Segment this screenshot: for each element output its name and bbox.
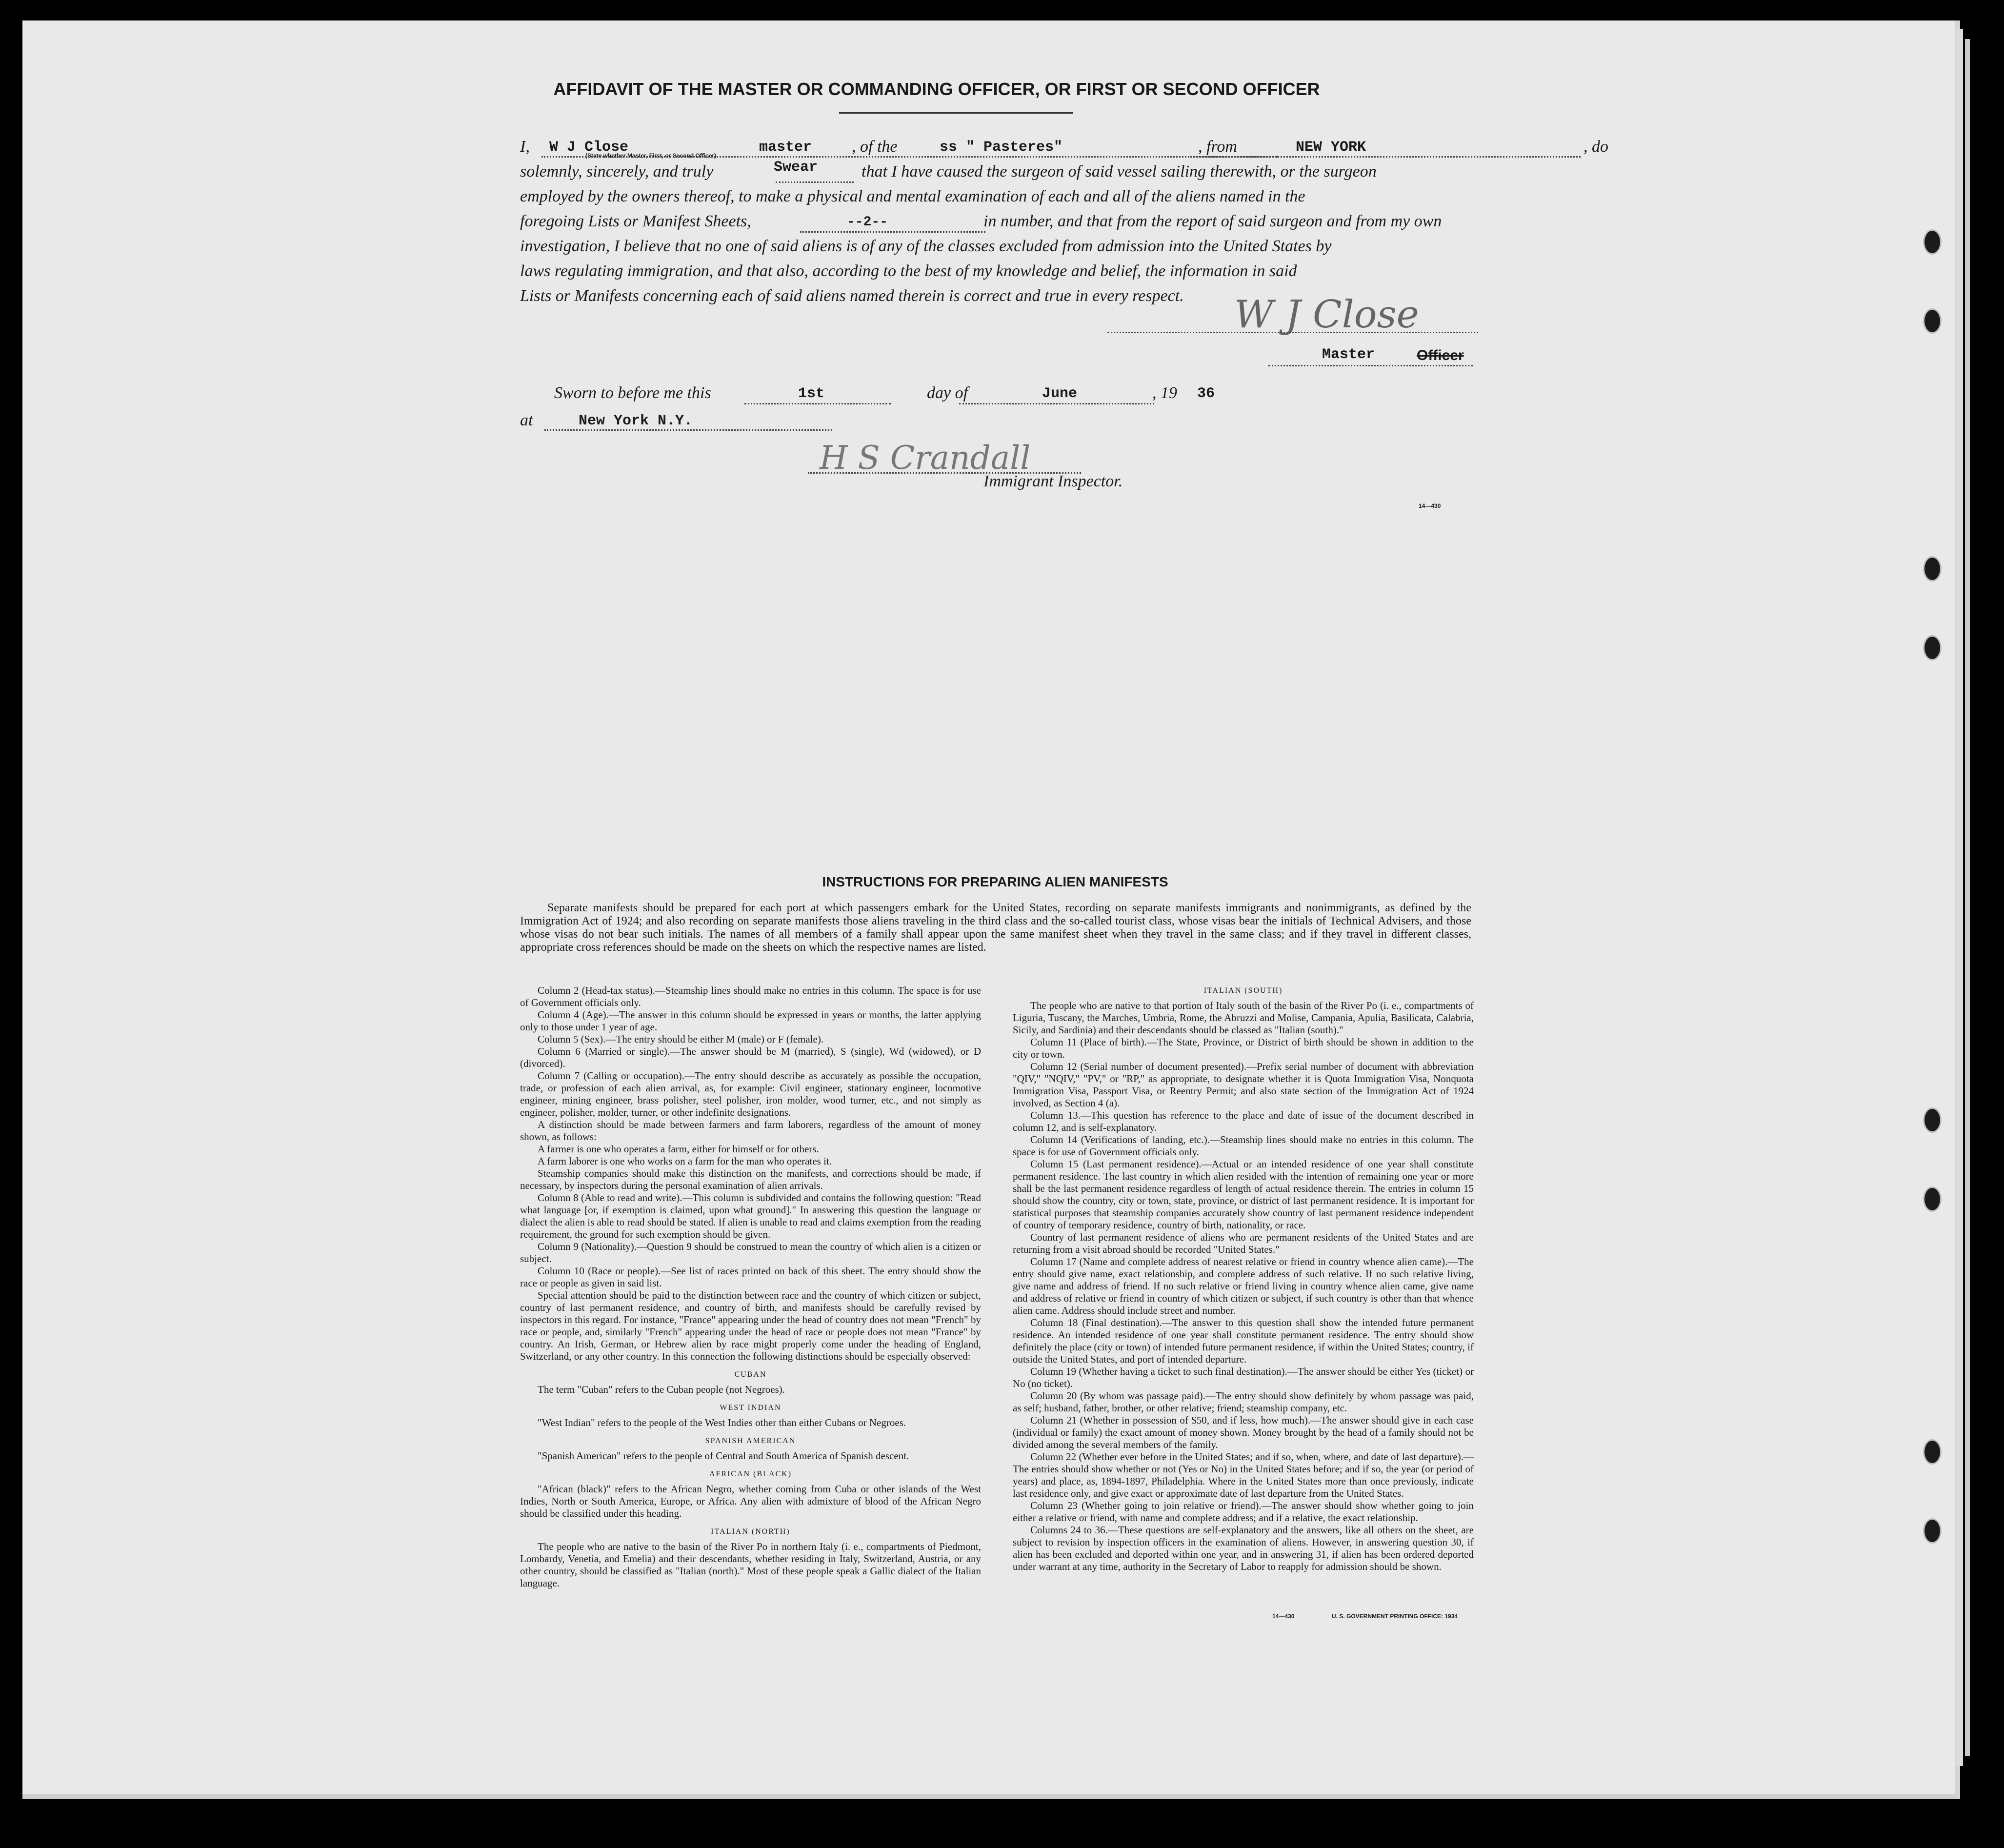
section-text: "Spanish American" refers to the people of Central and South America of Spanish descent. [538, 1450, 909, 1462]
instruction-paragraph: Columns 24 to 36.—These questions are self-explanatory and the answers, like all others on the sheet, are subject to revision by inspection officers in the examination of aliens. However, in answering question 30, if alien has been excluded and deported within one year, and in answering 31, if alien has been ordered deported under warrant at any time, authority in the Secretary of Labor to reapply for admission should be shown. [1013, 1524, 1474, 1572]
binder-hole-icon [1923, 1439, 1942, 1465]
section-text: The term "Cuban" refers to the Cuban people (not Negroes). [538, 1384, 785, 1395]
rank-note: (State whether Master, First, or Second Officer) [585, 152, 717, 159]
section-text: The people who are native to the basin of the River Po in northern Italy (i. e., compartments of Piedmont, Lombardy, Venetia, and Emelia) and their descendants, whether residing in Italy, Switzerland, Austria, or any other country, should be classified as "Italian (north)." Most of these people speak a Gallic dialect of the Italian language. [520, 1541, 981, 1589]
text-solemnly: solemnly, sincerely, and truly [520, 162, 714, 181]
instructions-intro: Separate manifests should be prepared for each port at which passengers embark for the United States, recording on separate manifests immigrants and nonimmigrants, as defined by the Immigration Act of 1924; and also recording on separate manifests those aliens traveling in the third class and the so-called tourist class, whose visas bear the initials of Technical Advisers, and those whose visas do not bear such initials. The names of all members of a family shall appear upon the same manifest sheet when they travel in the same class; and if they travel in different classes, appropriate cross references should be made on the sheets on which the respective names are listed. [520, 902, 1471, 954]
inspector-title: Immigrant Inspector. [983, 472, 1123, 490]
instruction-paragraph: Special attention should be paid to the distinction between race and the country of which citizen or subject, country of last permanent residence, and country of birth, and manifests should be carefully revised by inspectors in this regard. For instance, "France" appearing under the head of country does not mean "French" by race or people, and, similarly "French" appearing under the head of race or people does not mean "France" by country. An Irish, German, or Hebrew alien by race might properly come under the heading of England, Switzerland, or any other country. In this connection the following distinctions should be especially observed: [520, 1289, 981, 1362]
text-line-2-rest: that I have caused the surgeon of said vessel sailing therewith, or the surgeon [862, 162, 1377, 181]
instruction-paragraph: The people who are native to that portion of Italy south of the basin of the River Po (i. e., compartments of Liguria, Tuscany, the Marches, Umbria, Rome, the Abruzzi and Molise, Campania, Apulia, Basilicata, Calabria, Sicily, and Sardinia) and their descendants should be classed as "Italian (south)." [1013, 1000, 1474, 1036]
text-year-prefix: , 19 [1152, 384, 1177, 402]
binder-hole-icon [1923, 229, 1942, 255]
affidavit-line-7: Lists or Manifests concerning each of said aliens named therein is correct and true in every respect. [520, 287, 1184, 305]
affidavit-line-3: employed by the owners thereof, to make a physical and mental examination of each and all of the aliens named in the [520, 187, 1305, 205]
binder-hole-icon [1923, 556, 1942, 582]
sworn-day: 1st [798, 385, 825, 402]
instructions-title: INSTRUCTIONS FOR PREPARING ALIEN MANIFESTS [822, 874, 1168, 889]
instruction-paragraph: Column 8 (Able to read and write).—This column is subdivided and contains the following question: "Read what language [or, if exemption is claimed, upon what ground]." In answering this question the language or dialect the alien is able to read should be stated. If alien is unable to read and claims exemption from the reading requirement, the ground for such exemption should be given. [520, 1192, 981, 1240]
sworn-line [554, 381, 1286, 406]
instruction-paragraph: Column 22 (Whether ever before in the United States; and if so, when, where, and date of last departure).—The entries should show whether or not (Yes or No) in the United States before; and if so, the year (or period of years) and place, as, 1894-1897, Philadelphia. Where in the United States more than once previously, indicate last residence only, and give exact or approximate date of last departure from the United States. [1013, 1451, 1474, 1499]
text-line-4b: in number, and that from the report of said surgeon and from my own [983, 212, 1442, 230]
instruction-paragraph: Column 13.—This question has reference to the place and date of issue of the document described in column 12, and is self-explanatory. [1013, 1109, 1474, 1133]
instruction-paragraph: Column 20 (By whom was passage paid).—The entry should show definitely by whom passage was paid, as self; husband, father, brother, or other relative; friend; steamship company, etc. [1013, 1390, 1474, 1414]
title-rule [839, 112, 1073, 114]
officer-name: W J Close [549, 139, 629, 156]
instruction-paragraph: Country of last permanent residence of aliens who are permanent residents of the United States and are returning from a visit abroad should be recorded "United States." [1013, 1231, 1474, 1255]
affidavit-line-2 [520, 159, 1740, 184]
port-name: NEW YORK [1296, 139, 1366, 156]
binder-hole-icon [1923, 308, 1942, 334]
page-edge [1956, 29, 1963, 1766]
instruction-paragraph: Column 7 (Calling or occupation).—The entry should describe as accurately as possible the occupation, trade, or profession of each alien arrival, as, for example: Civil engineer, stationary engineer, locomotive engineer, mining engineer, brass polisher, steel polisher, iron molder, wood turner, etc., and not simply as engineer, polisher, molder, turner, or other indefinite designations. [520, 1070, 981, 1118]
section-text: "West Indian" refers to the people of the West Indies other than either Cubans or Negroes. [538, 1417, 906, 1428]
instruction-paragraph: Steamship companies should make this distinction on the manifests, and corrections should be made, if necessary, by inspectors during the personal examination of alien arrivals. [520, 1167, 981, 1191]
text-sworn: Sworn to before me this [554, 384, 711, 402]
binder-hole-icon [1923, 1186, 1942, 1212]
struck-officer: Officer [1417, 347, 1464, 363]
section-heading: CUBAN [734, 1370, 767, 1379]
officer-rank: master [759, 139, 812, 156]
signature-line [1107, 332, 1478, 333]
page-edge [1965, 39, 1970, 1756]
section-heading: AFRICAN (BLACK) [709, 1470, 792, 1478]
footer-form-number: 14—430 [1272, 1613, 1295, 1620]
text-line-4a: foregoing Lists or Manifest Sheets, [520, 212, 751, 230]
instruction-paragraph: Column 18 (Final destination).—The answer to this question shall show the intended future permanent residence. An intended residence of one year shall constitute permanent residence. The entry should show definitely the place (city or town) of intended future permanent residence, if within the United States; country, if outside the United States, and port of intended departure. [1013, 1317, 1474, 1365]
affidavit-line-6: laws regulating immigration, and that also, according to the best of my knowledge and belief, the information in said [520, 262, 1297, 280]
instruction-paragraph: Column 15 (Last permanent residence).—Actual or an intended residence of one year shall constitute permanent residence. The last country in which alien resided with the intention of remaining one year or more shall be the last permanent residence regardless of length of actual residence therein. The entries in column 15 should show the country, city or town, state, province, or district of last permanent residence. It is important for statistical purposes that steamship companies accurately show country of last permanent residence independent of country of temporary residence, country of birth, nationality, or race. [1013, 1158, 1474, 1231]
instruction-paragraph: A distinction should be made between farmers and farm laborers, regardless of the amount of money shown, as follows: [520, 1119, 981, 1143]
sheet-count: --2-- [847, 215, 888, 230]
text-do: , do [1583, 138, 1608, 156]
inspector-signature: H S Crandall [820, 439, 1031, 477]
fill-line [544, 429, 832, 431]
text-of-the: , of the [852, 138, 898, 156]
instruction-paragraph: Column 14 (Verifications of landing, etc.).—Steamship lines should make no entries in this column. The space is for use of Government officials only. [1013, 1134, 1474, 1158]
instruction-paragraph: A farm laborer is one who works on a farm for the man who operates it. [538, 1155, 832, 1167]
instruction-paragraph: Column 9 (Nationality).—Question 9 should be construed to mean the country of which alien is a citizen or subject. [520, 1241, 981, 1265]
section-heading: ITALIAN (SOUTH) [1203, 986, 1283, 995]
section-heading: ITALIAN (NORTH) [711, 1527, 790, 1536]
binder-hole-icon [1923, 635, 1942, 661]
text-from: , from [1198, 138, 1237, 156]
instruction-paragraph: Column 5 (Sex).—The entry should be either M (male) or F (female). [538, 1033, 824, 1045]
oath-word: Swear [774, 159, 818, 176]
affidavit-line-4 [520, 209, 1740, 234]
fill-line [776, 181, 854, 183]
fill-line [959, 403, 1154, 404]
sworn-month: June [1042, 385, 1078, 402]
instruction-paragraph: Column 2 (Head-tax status).—Steamship lines should make no entries in this column. The space is for use of Government officials only. [520, 984, 981, 1008]
master-signature: W J Close [1234, 293, 1419, 337]
instruction-paragraph: Column 11 (Place of birth).—The State, Province, or District of birth should be shown in addition to the city or town. [1013, 1036, 1474, 1060]
fill-line [1268, 365, 1473, 366]
instruction-paragraph: Column 10 (Race or people).—See list of races printed on back of this sheet. The entry should show the race or people as given in said list. [520, 1265, 981, 1289]
binder-hole-icon [1923, 1518, 1942, 1544]
instruction-paragraph: Column 23 (Whether going to join relative or friend).—The answer should show whether going to join either a relative or friend, with name and complete address; and if a relative, the exact relationship. [1013, 1500, 1474, 1524]
instructions-right-column [1013, 984, 1474, 1573]
instruction-paragraph: Column 12 (Serial number of document presented).—Prefix serial number of document with abbreviation "QIV," "NQIV," "PV," or "RP," as appropriate, to designate whether it is Quota Immigration Visa, Nonquota Immigration Visa, Passport Visa, or Reentry Permit; and also state section of the Immigration Act of 1924 involved, as Section 4 (a). [1013, 1061, 1474, 1109]
affidavit-line-5: investigation, I believe that no one of said aliens is of any of the classes excluded from admission into the United States by [520, 237, 1332, 255]
section-heading: SPANISH AMERICAN [705, 1437, 796, 1445]
form-number: 14—430 [1419, 502, 1441, 509]
section-heading: WEST INDIAN [720, 1404, 782, 1412]
text-at: at [520, 411, 533, 429]
affidavit-title: AFFIDAVIT OF THE MASTER OR COMMANDING OFFICER, OR FIRST OR SECOND OFFICER [553, 79, 1320, 99]
text-i: I, [520, 138, 530, 156]
fill-line [744, 403, 891, 404]
text-day-of: day of [927, 384, 968, 402]
instruction-paragraph: Column 17 (Name and complete address of nearest relative or friend in country whence alien came).—The entry should give name, exact relationship, and complete address of such relative. If no such relative living, give name and address of friend. If no such relative or friend living in country whence alien came, give name and address of relative or friend in country of which citizen or subject, if such country is other than that whence alien came. Address should include street and number. [1013, 1256, 1474, 1316]
instruction-paragraph: Column 4 (Age).—The answer in this column should be expressed in years or months, the latter applying only to those under 1 year of age. [520, 1009, 981, 1033]
sworn-year: 36 [1197, 385, 1215, 402]
ship-name: ss " Pasteres" [940, 139, 1063, 156]
footer-printer: U. S. GOVERNMENT PRINTING OFFICE: 1934 [1332, 1613, 1458, 1620]
instruction-paragraph: Column 6 (Married or single).—The answer should be M (married), S (single), Wd (widowed), or D (divorced). [520, 1045, 981, 1069]
instruction-paragraph: Column 21 (Whether in possession of $50, and if less, how much).—The answer should give in each case (individual or family) the exact amount of money shown. Money brought by the head of a family should not be divided among the several members of the family. [1013, 1414, 1474, 1450]
instructions-left-column [520, 984, 981, 1589]
fill-line [1190, 156, 1581, 158]
signature-title: Master [1322, 346, 1375, 363]
instruction-paragraph: A farmer is one who operates a farm, either for himself or for others. [538, 1143, 819, 1155]
fill-line [800, 231, 985, 233]
sworn-place: New York N.Y. [579, 413, 693, 429]
instruction-paragraph: Column 19 (Whether having a ticket to such final destination).—The answer should be either Yes (ticket) or No (no ticket). [1013, 1366, 1474, 1389]
section-text: "African (black)" refers to the African Negro, whether coming from Cuba or other islands of the West Indies, North or South America, Europe, or Africa. Any alien with admixture of blood of the African Negro should be classified under this heading. [520, 1483, 981, 1519]
binder-hole-icon [1923, 1107, 1942, 1133]
